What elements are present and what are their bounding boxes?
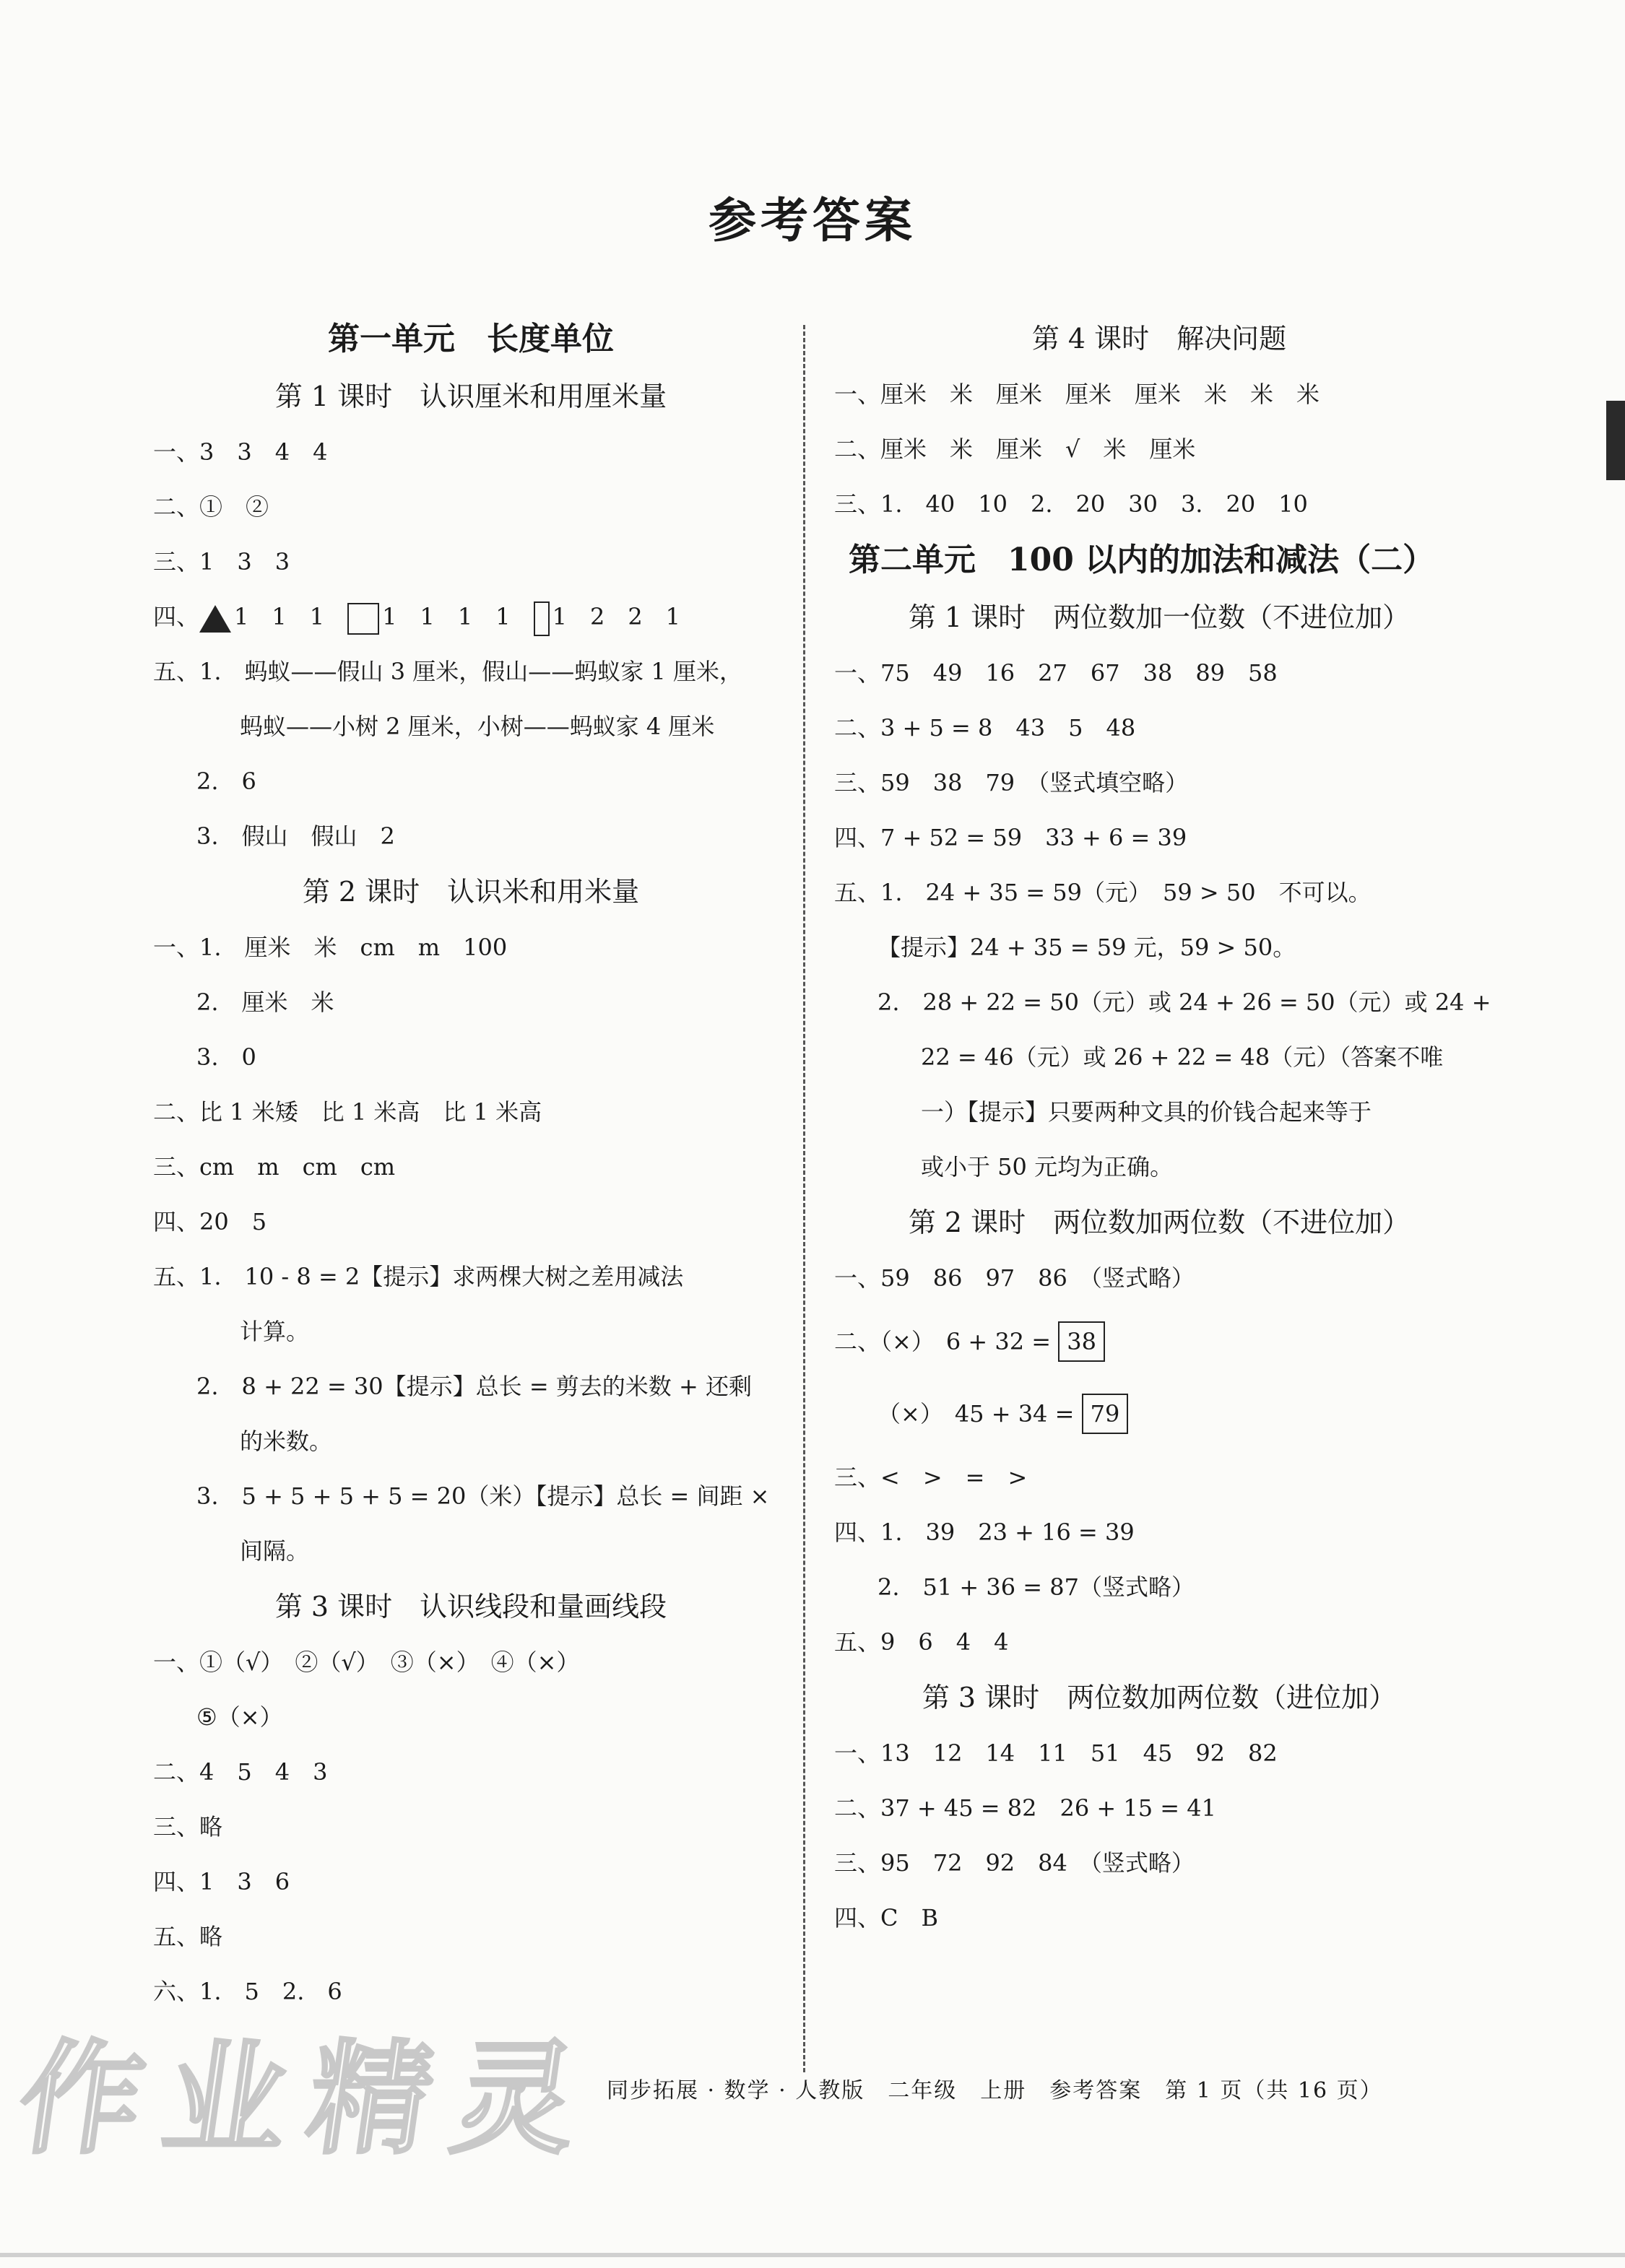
lesson-heading: 第 1 课时 两位数加一位数（不进位加） bbox=[908, 601, 1410, 633]
answer-row: 二、37 + 45 = 82 26 + 15 = 41 bbox=[834, 1794, 1216, 1822]
answer-row: 间隔。 bbox=[240, 1537, 310, 1565]
lesson-heading: 第 1 课时 认识厘米和用厘米量 bbox=[274, 381, 667, 412]
answer-row: 3. 5 + 5 + 5 + 5 = 20（米）【提示】总长 = 间距 × bbox=[196, 1482, 770, 1510]
answer-row: 蚂蚁——小树 2 厘米，小树——蚂蚁家 4 厘米 bbox=[240, 713, 715, 740]
answer-row: 一、59 86 97 86 （竖式略） bbox=[834, 1264, 1195, 1292]
answer-row: 2. 8 + 22 = 30【提示】总长 = 剪去的米数 + 还剩 bbox=[196, 1373, 752, 1400]
answer-row: ⑤（×） bbox=[196, 1703, 283, 1731]
lesson-heading: 第 2 课时 认识米和用米量 bbox=[302, 876, 640, 908]
rectangle-icon bbox=[534, 601, 550, 636]
answer-row: 一、3 3 4 4 bbox=[153, 438, 328, 466]
lesson-heading: 第 3 课时 两位数加两位数（进位加） bbox=[922, 1682, 1397, 1713]
answer-row: 一、1. 厘米 米 cm m 100 bbox=[153, 934, 508, 961]
answer-row: 二、比 1 米矮 比 1 米高 比 1 米高 bbox=[153, 1098, 542, 1126]
row-text: 1 1 1 bbox=[234, 603, 325, 630]
row-text: 二、（×） 6 + 32 = bbox=[834, 1328, 1052, 1355]
answer-row: 三、1 3 3 bbox=[153, 548, 290, 575]
answer-row: 三、59 38 79 （竖式填空略） bbox=[834, 769, 1189, 796]
answer-row: 五、1. 24 + 35 = 59（元） 59 > 50 不可以。 bbox=[834, 879, 1372, 906]
answer-row: 3. 假山 假山 2 bbox=[196, 822, 395, 850]
answer-row: 四、1 3 6 bbox=[153, 1868, 290, 1895]
answer-row bbox=[834, 1305, 1484, 1378]
edge-tab bbox=[1606, 401, 1625, 480]
answer-row: 四、20 5 bbox=[153, 1208, 267, 1235]
answer-row: 五、9 6 4 4 bbox=[834, 1628, 1009, 1656]
answer-row bbox=[153, 589, 789, 644]
answer-row: 2. 51 + 36 = 87（竖式略） bbox=[878, 1573, 1195, 1601]
answer-row: 计算。 bbox=[240, 1318, 310, 1345]
answer-row: 六、1. 5 2. 6 bbox=[153, 1978, 342, 2005]
answer-row: 一）【提示】只要两种文具的价钱合起来等于 bbox=[921, 1098, 1372, 1126]
answer-row: 四、7 + 52 = 59 33 + 6 = 39 bbox=[834, 824, 1187, 851]
page-footer: 同步拓展 · 数学 · 人教版 二年级 上册 参考答案 第 1 页（共 16 页） bbox=[607, 2078, 1383, 2103]
answer-row: 或小于 50 元均为正确。 bbox=[921, 1153, 1174, 1181]
lesson-heading: 第 3 课时 认识线段和量画线段 bbox=[274, 1591, 667, 1622]
unit-heading: 第二单元 100 以内的加法和减法（二） bbox=[849, 542, 1435, 578]
answer-row: 一、厘米 米 厘米 厘米 厘米 米 米 米 bbox=[834, 381, 1320, 408]
lesson-heading: 第 4 课时 解决问题 bbox=[1031, 323, 1287, 355]
answer-box: 38 bbox=[1058, 1321, 1105, 1362]
column-divider bbox=[803, 325, 805, 2072]
answer-row: 四、C B bbox=[834, 1904, 939, 1932]
answer-row: 三、95 72 92 84 （竖式略） bbox=[834, 1849, 1195, 1877]
answer-row: 四、1. 39 23 + 16 = 39 bbox=[834, 1518, 1135, 1546]
answer-row: 五、略 bbox=[153, 1923, 223, 1950]
triangle-icon bbox=[199, 605, 231, 633]
answer-row: 三、< > = > bbox=[834, 1464, 1028, 1491]
left-column bbox=[153, 310, 789, 2019]
answer-row bbox=[834, 1378, 1484, 1450]
answer-row: 【提示】24 + 35 = 59 元，59 > 50。 bbox=[878, 934, 1296, 961]
row-text: 1 2 2 1 bbox=[552, 603, 681, 630]
row-text: 1 1 1 1 bbox=[382, 603, 511, 630]
answer-row: 3. 0 bbox=[196, 1043, 256, 1071]
answer-row: 一、13 12 14 11 51 45 92 82 bbox=[834, 1739, 1278, 1767]
answer-row: 22 = 46（元）或 26 + 22 = 48（元）（答案不唯 bbox=[921, 1043, 1444, 1071]
row-prefix: 四、 bbox=[153, 603, 200, 630]
answer-row: 2. 厘米 米 bbox=[196, 989, 334, 1016]
lesson-heading: 第 2 课时 两位数加两位数（不进位加） bbox=[908, 1207, 1410, 1238]
unit-heading: 第一单元 长度单位 bbox=[328, 321, 614, 357]
answer-row: 二、厘米 米 厘米 √ 米 厘米 bbox=[834, 435, 1196, 463]
answer-row: 一、75 49 16 27 67 38 89 58 bbox=[834, 659, 1278, 687]
answer-row: 三、1. 40 10 2. 20 30 3. 20 10 bbox=[834, 490, 1308, 518]
answer-row: 五、1. 蚂蚁——假山 3 厘米，假山——蚂蚁家 1 厘米， bbox=[153, 658, 742, 685]
watermark: 作业精灵 bbox=[9, 2028, 608, 2171]
right-column bbox=[834, 310, 1491, 1945]
answer-row: 的米数。 bbox=[240, 1428, 333, 1455]
answer-row: 三、cm m cm cm bbox=[153, 1153, 396, 1181]
answer-row: 五、1. 10 - 8 = 2【提示】求两棵大树之差用减法 bbox=[153, 1263, 684, 1290]
answer-row: 一、①（√） ②（√） ③（×） ④（×） bbox=[153, 1648, 580, 1676]
answer-row: 三、略 bbox=[153, 1813, 223, 1841]
page-title: 参考答案 bbox=[708, 192, 916, 248]
answer-row: 2. 28 + 22 = 50（元）或 24 + 26 = 50（元）或 24 + bbox=[878, 989, 1491, 1016]
row-text: （×） 45 + 34 = bbox=[878, 1400, 1075, 1428]
answer-row: 2. 6 bbox=[196, 768, 256, 795]
answer-row: 二、3 + 5 = 8 43 5 48 bbox=[834, 714, 1136, 742]
bottom-edge bbox=[0, 2253, 1625, 2257]
answer-row: 二、4 5 4 3 bbox=[153, 1758, 328, 1786]
answer-row: 二、① ② bbox=[153, 493, 269, 521]
answer-box: 79 bbox=[1082, 1394, 1129, 1434]
square-icon bbox=[347, 603, 379, 635]
